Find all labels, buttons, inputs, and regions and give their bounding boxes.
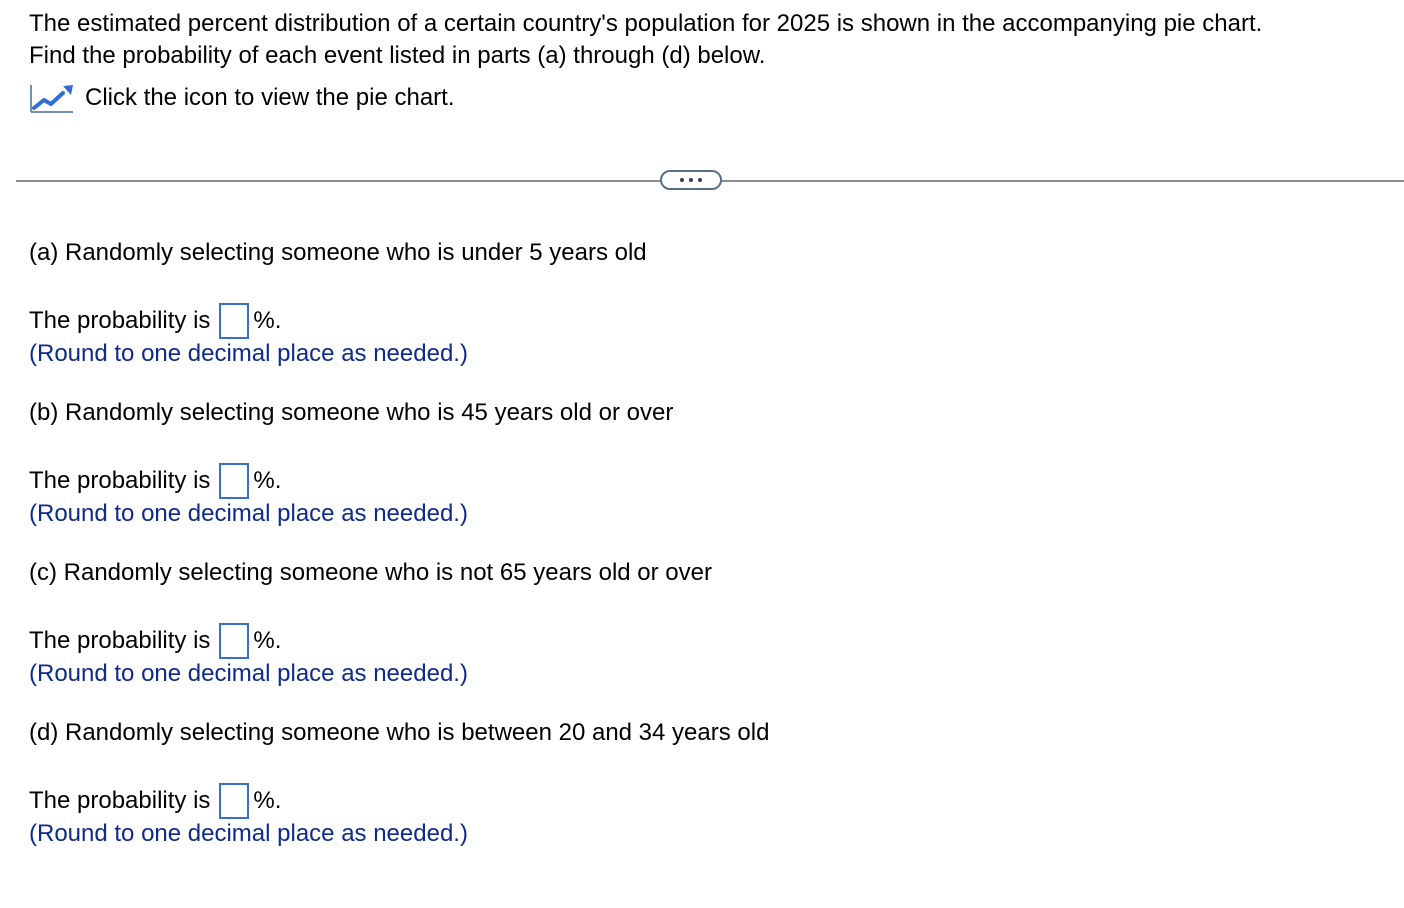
ellipsis-dot — [680, 178, 684, 182]
answer-prefix: The probability is — [29, 787, 211, 814]
line-chart-icon[interactable] — [29, 81, 75, 115]
part-c-answer-row — [29, 621, 1229, 661]
part-c-question: (c) Randomly selecting someone who is not 65 years old or over — [29, 559, 712, 586]
answer-prefix: The probability is — [29, 467, 211, 494]
view-pie-chart-label[interactable]: Click the icon to view the pie chart. — [85, 84, 455, 111]
part-c-answer-input[interactable] — [219, 623, 249, 659]
part-a-answer-row — [29, 301, 1229, 341]
part-b-answer-row — [29, 461, 1229, 501]
part-b — [29, 397, 1229, 529]
part-d-answer-input[interactable] — [219, 783, 249, 819]
problem-text-line-2: Find the probability of each event listed in parts (a) through (d) below. — [29, 42, 766, 69]
problem-text-line-1: The estimated percent distribution of a certain country's population for 2025 is shown in the accompanying pie chart. — [29, 10, 1263, 37]
rounding-hint: (Round to one decimal place as needed.) — [29, 820, 468, 847]
rounding-hint: (Round to one decimal place as needed.) — [29, 340, 468, 367]
part-a-answer-input[interactable] — [219, 303, 249, 339]
expand-more-button[interactable] — [660, 170, 722, 190]
answer-prefix: The probability is — [29, 307, 211, 334]
view-pie-chart-link[interactable] — [29, 81, 455, 115]
part-d-question: (d) Randomly selecting someone who is between 20 and 34 years old — [29, 719, 770, 746]
part-b-question: (b) Randomly selecting someone who is 45 years old or over — [29, 399, 674, 426]
part-a-question: (a) Randomly selecting someone who is under 5 years old — [29, 239, 647, 266]
answer-suffix: %. — [253, 307, 282, 334]
part-a — [29, 237, 1229, 369]
answer-suffix: %. — [253, 787, 282, 814]
part-d — [29, 717, 1229, 849]
answer-suffix: %. — [253, 627, 282, 654]
part-b-answer-input[interactable] — [219, 463, 249, 499]
problem-statement — [29, 8, 1389, 72]
answer-suffix: %. — [253, 467, 282, 494]
rounding-hint: (Round to one decimal place as needed.) — [29, 500, 468, 527]
ellipsis-dot — [698, 178, 702, 182]
rounding-hint: (Round to one decimal place as needed.) — [29, 660, 468, 687]
answer-prefix: The probability is — [29, 627, 211, 654]
part-d-answer-row — [29, 781, 1229, 821]
part-c — [29, 557, 1229, 689]
ellipsis-dot — [689, 178, 693, 182]
